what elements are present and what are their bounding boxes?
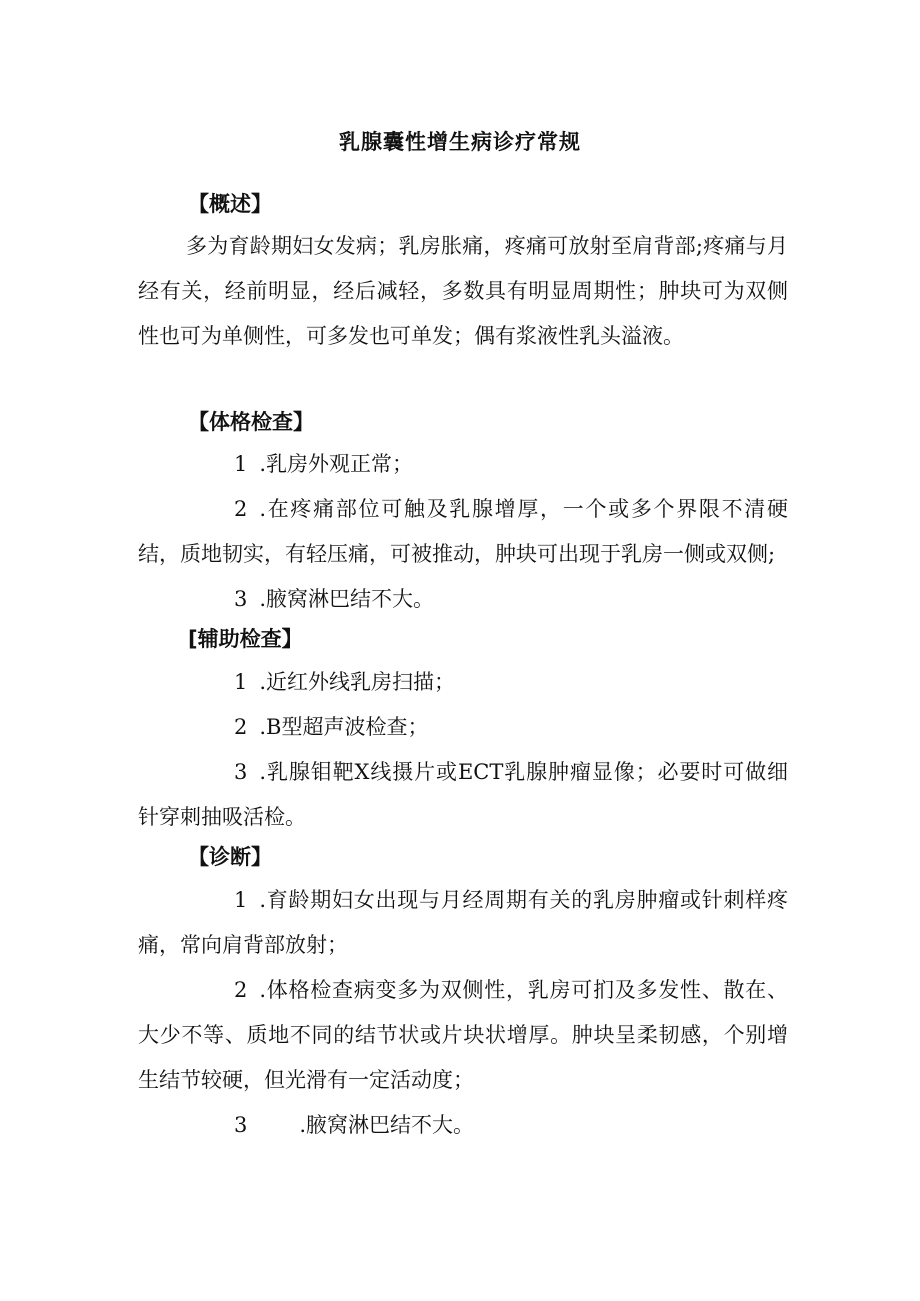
diagnosis-item — [138, 968, 788, 1103]
item-text: .腋窝淋巴结不大。 — [259, 587, 435, 611]
physical-exam-item — [138, 577, 788, 622]
diagnosis-item — [138, 1103, 788, 1148]
physical-exam-item — [138, 487, 788, 577]
physical-exam-item — [138, 442, 788, 487]
auxiliary-exam-item — [138, 705, 788, 750]
section-heading-physical-exam: 【体格检查】 — [188, 410, 314, 434]
section-heading-diagnosis: 【诊断】 — [188, 845, 272, 869]
item-text: .乳房外观正常； — [259, 452, 414, 476]
item-number: 1 — [234, 452, 248, 476]
item-text: .体格检查病变多为双侧性，乳房可扪及多发性、散在、大少不等、质地不同的结节状或片块状增厚。肿块呈柔韧感，个别增生结节较硬，但光滑有一定活动度； — [138, 978, 788, 1092]
item-text: .腋窝淋巴结不大。 — [299, 1113, 475, 1137]
item-text: .B型超声波检查； — [259, 715, 429, 739]
item-text: .近红外线乳房扫描； — [259, 670, 456, 694]
item-text: .育龄期妇女出现与月经周期有关的乳房肿瘤或针刺样疼痛，常向肩背部放射； — [138, 888, 788, 957]
auxiliary-exam-item — [138, 750, 788, 840]
item-number: 3 — [234, 1113, 248, 1137]
item-text: .在疼痛部位可触及乳腺增厚，一个或多个界限不清硬结，质地韧实，有轻压痛，可被推动，肿块可出现于乳房一侧或双侧; — [138, 497, 788, 566]
document-title: 乳腺囊性增生病诊疗常规 — [339, 130, 581, 154]
section-heading-overview: 【概述】 — [188, 192, 272, 216]
item-number: 2 — [234, 497, 248, 521]
item-text: .乳腺钼靶X线摄片或ECT乳腺肿瘤显像；必要时可做细针穿刺抽吸活检。 — [138, 760, 788, 829]
diagnosis-item — [138, 878, 788, 968]
section-heading-auxiliary-exam: [辅助检查】 — [188, 627, 303, 651]
overview-paragraph: 多为育龄期妇女发病；乳房胀痛，疼痛可放射至肩背部;疼痛与月经有关，经前明显，经后减轻，多数具有明显周期性；肿块可为双侧性也可为单侧性，可多发也可单发；偶有浆液性乳头溢液。 — [138, 234, 788, 348]
item-number: 2 — [234, 715, 248, 739]
item-number: 3 — [234, 587, 248, 611]
item-number: 1 — [234, 888, 248, 912]
auxiliary-exam-item — [138, 660, 788, 705]
item-number: 3 — [234, 760, 248, 784]
item-number: 1 — [234, 670, 248, 694]
item-number: 2 — [234, 978, 248, 1002]
